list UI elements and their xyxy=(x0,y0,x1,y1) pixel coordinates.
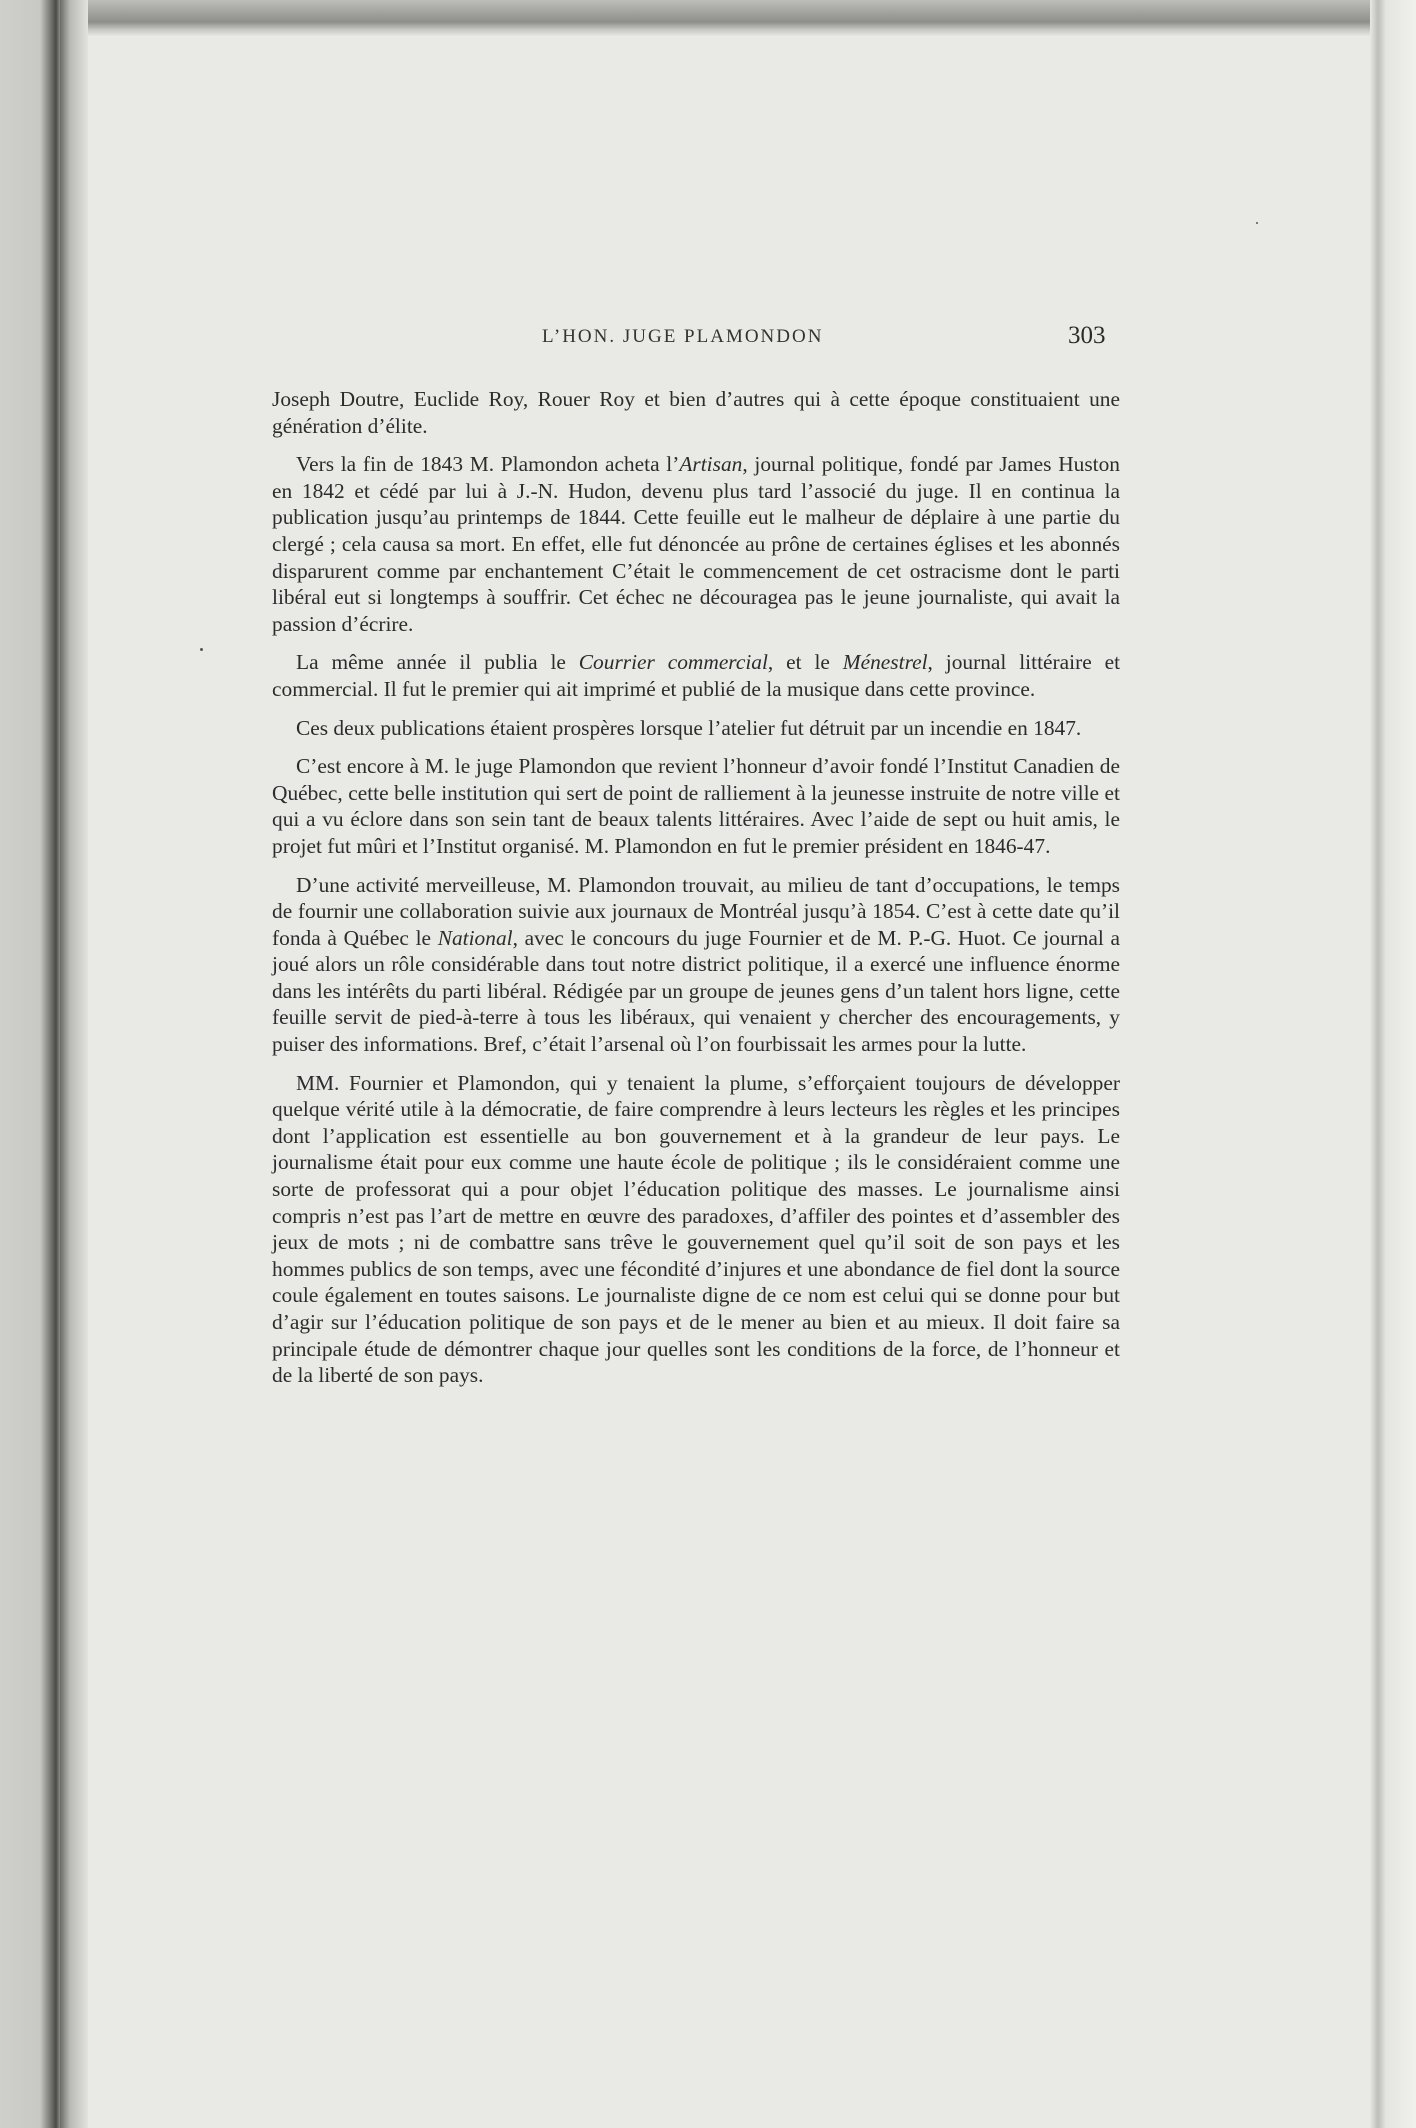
text-run: La même année il publia le xyxy=(296,650,579,675)
scan-top-edge xyxy=(88,0,1388,36)
text-run: , journal littéraire et commercial. Il fut le premier qui ait imprimé et publié de la musique dans cette province. xyxy=(272,650,1121,701)
text-run: , avec le concours du juge Fournier et de M. P.-G. Huot. Ce journal a joué alors un rôle considérable dans tout notre district politique, il a exercé une influence énorme dans les intérêts du parti libéral. Rédigée par un groupe de jeunes gens d’un talent hors ligne, cette feuille servit de pied-à-terre à tous les libéraux, qui venaient y chercher des encouragements, y puiser des informations. Bref, c’était l’arsenal où l’on fourbissait les armes pour la lutte. xyxy=(272,925,1120,1057)
book-gutter xyxy=(60,0,88,2128)
italic-title: Ménestrel xyxy=(842,650,928,675)
text-run: Vers la fin de 1843 M. Plamondon acheta l’ xyxy=(296,452,680,477)
paragraph xyxy=(272,649,1120,702)
text-run: D’une activité merveilleuse, M. Plamondon trouvait, au milieu de tant d’occupations, le temps de fournir une collaboration suivie aux journaux de Montréal jusqu’à 1854. C’est à cette date qu’il fonda à Québec le xyxy=(272,872,1120,950)
italic-title: National xyxy=(437,925,513,950)
scan-speck xyxy=(200,648,203,651)
paragraph xyxy=(272,872,1120,1058)
paragraph: Joseph Doutre, Euclide Roy, Rouer Roy et bien d’autres qui à cette époque constituaient une génération d’élite. xyxy=(272,387,1120,438)
body-text xyxy=(272,386,1120,1401)
book-binding-shadow xyxy=(0,0,60,2128)
paragraph xyxy=(272,451,1120,637)
italic-title: Courrier commercial xyxy=(578,650,768,675)
page-number: 303 xyxy=(1068,322,1106,349)
page-right-edge xyxy=(1370,0,1416,2128)
paragraph: C’est encore à M. le juge Plamondon que revient l’honneur d’avoir fondé l’Institut Canadien de Québec, cette belle institution qui sert de point de ralliement à la jeunesse instruite de notre ville et qui a vu éclore dans son sein tant de beaux talents littéraires. Avec l’aide de sept ou huit amis, le projet fut mûri et l’Institut organisé. M. Plamondon en fut le premier président en 1846-47. xyxy=(272,754,1120,858)
paragraph: Ces deux publications étaient prospères lorsque l’atelier fut détruit par un incendie en 1847. xyxy=(296,715,1082,740)
paragraph: MM. Fournier et Plamondon, qui y tenaient la plume, s’efforçaient toujours de développer quelque vérité utile à la démocratie, de faire comprendre à leurs lecteurs les règles et les principes dont l’application est essentielle au bon gouvernement et à la grandeur de leur pays. Le journalisme était pour eux comme une haute école de politique ; ils le considéraient comme une sorte de professorat qui a pour objet l’éducation politique des masses. Le journalisme ainsi compris n’est pas l’art de mettre en œuvre des paradoxes, d’affiler des pointes et d’assembler des jeux de mots ; ni de combattre sans trêve le gouvernement quel qu’il soit de son pays et les hommes publics de son temps, avec une fécondité d’injures et une abondance de fiel dont la source coule également en toutes saisons. Le journaliste digne de ce nom est celui qui se donne pour but d’agir sur l’éducation politique de son pays et de le mener au bien et au mieux. Il doit faire sa principale étude de démontrer chaque jour quelles sont les conditions de la force, de l’honneur et de la liberté de son pays. xyxy=(272,1070,1120,1388)
scan-speck xyxy=(1256,222,1258,224)
text-run: , et le xyxy=(767,650,843,675)
running-title: L’HON. JUGE PLAMONDON xyxy=(542,326,824,347)
text-run: , journal politique, fondé par James Huston en 1842 et cédé par lui à J.-N. Hudon, devenu plus tard l’associé du juge. Il en continua la publication jusqu’au printemps de 1844. Cette feuille eut le malheur de déplaire à une partie du clergé ; cela causa sa mort. En effet, elle fut dénoncée au prône de certaines églises et les abonnés disparurent comme par enchantement C’était le commencement de cet ostracisme dont le parti libéral eut si longtemps à souffrir. Cet échec ne découragea pas le jeune journaliste, qui avait la passion d’écrire. xyxy=(272,452,1121,636)
italic-title: Artisan xyxy=(679,452,743,477)
